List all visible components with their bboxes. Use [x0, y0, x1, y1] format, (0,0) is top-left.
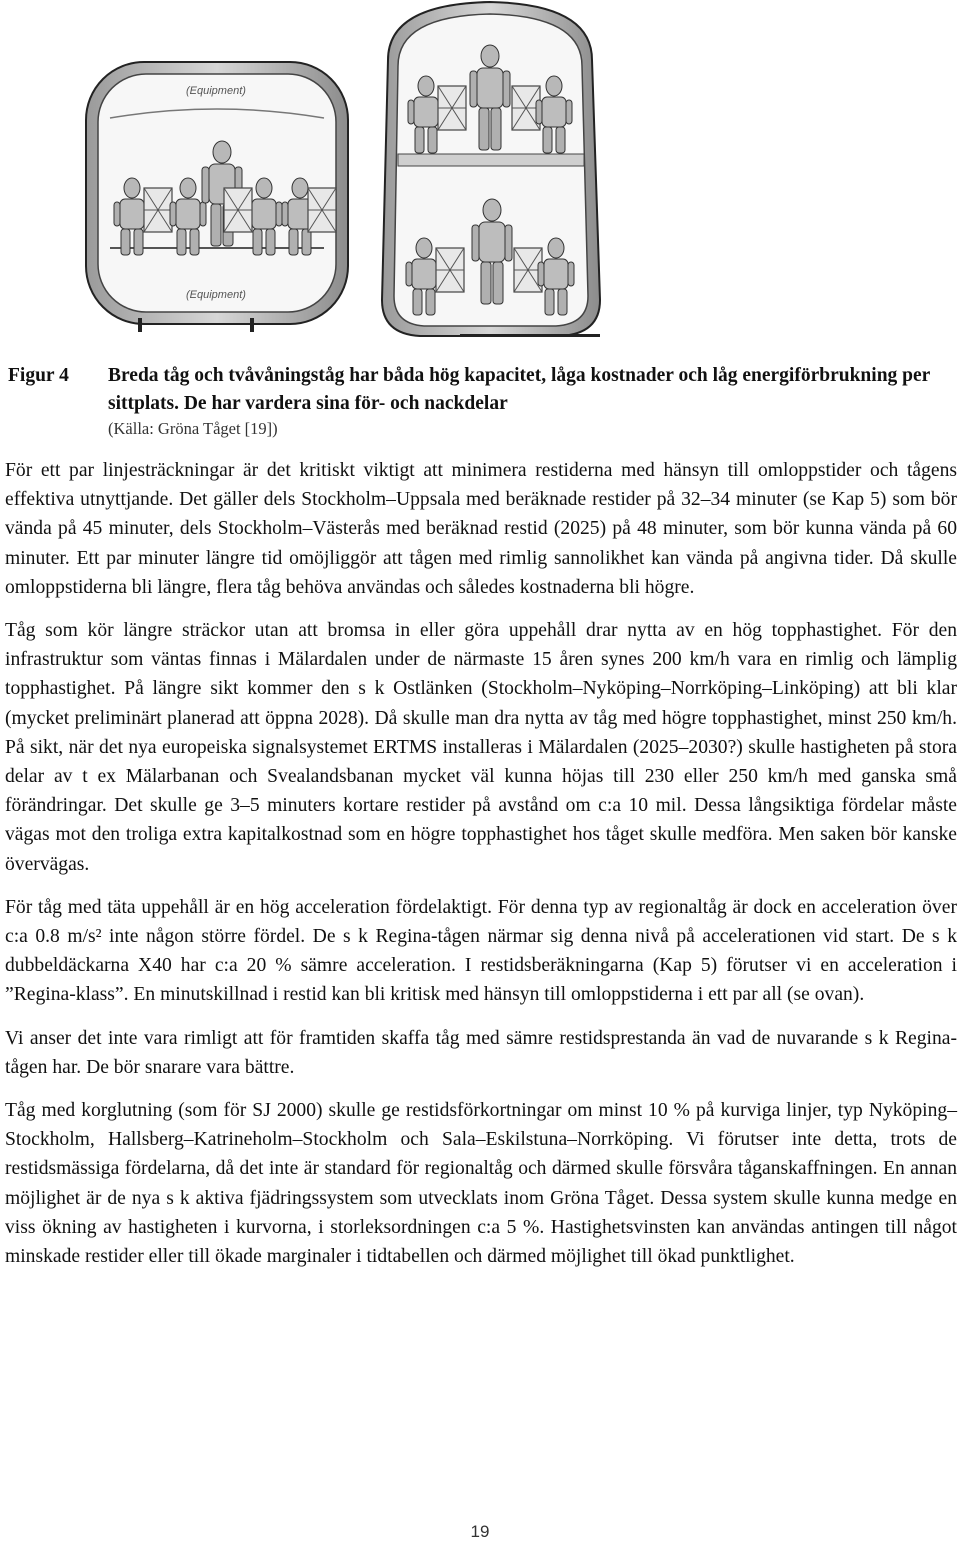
- figure-illustration: [0, 0, 960, 352]
- paragraph: Vi anser det inte vara rimligt att för framtiden skaffa tåg med sämre restidsprestanda än vad de nuvarande s k Regina-tågen har. De bör snarare vara bättre.: [5, 1027, 957, 1078]
- equipment-label-top: (Equipment): [186, 85, 246, 97]
- figure-caption: [8, 362, 956, 440]
- wide-train-section: [86, 62, 348, 332]
- paragraph: Tåg med korglutning (som för SJ 2000) skulle ge restidsförkortningar om minst 10 % på kurviga linjer, typ Nyköping–Stockholm, Hallsberg–Katrineholm–Stockholm och Sala–Eskilstuna–Norrköping. Vi förutser inte detta, trots de restidsmässiga fördelarna, då det inte är standard för regionaltåg och därmed skulle försvåra tåganskaffningen. En annan möjlighet är de nya s k aktiva fjädringssystem som utvecklats inom Gröna Tåget. Dessa system skulle kunna medge en viss ökning av hastigheten i kurvorna, i storleksordningen c:a 5 %. Hastighetsvinsten kan användas antingen till något minskade restider eller till ökade marginaler i tidtabellen och därmed möjlighet till ökad punktlighet.: [5, 1100, 957, 1268]
- body-text: [5, 456, 957, 1285]
- double-deck-train-section: [382, 2, 600, 337]
- caption-label: Figur 4: [8, 365, 69, 386]
- paragraph: Tåg som kör längre sträckor utan att bromsa in eller göra uppehåll drar nytta av en hög topphastighet. För den infrastruktur som väntas finnas i Mälardalen under de närmaste 15 åren synes 200 km/h vara en rimlig och lämplig topphastighet. På längre sikt kommer den s k Ostlänken (Stockholm–Nyköping–Norrköping–Linköping) att bli klar (mycket preliminärt planerad att öppna 2028). Då skulle man dra nytta av tåg med högre topphastighet, minst 250 km/h. På sikt, när det nya europeiska signalsystemet ERTMS installeras i Mälardalen (2025–2030?) skulle hastigheten på stora delar av t ex Mälarbanan och Svealandsbanan mycket väl kunna höjas till 230 eller 250 km/h med ganska små förändringar. Det skulle ge 3–5 minuters kortare restider på avstånd om c:a 10 mil. Dessa långsiktiga fördelar måste vägas mot den troliga extra kapitalkostnad som en högre topphastighet hos tåget skulle medföra. Men saken bör kanske övervägas.: [5, 620, 957, 875]
- caption-text: Breda tåg och tvåvåningståg har båda hög kapacitet, låga kostnader och låg energiförbrukning per sittplats. De har vardera sina för- och nackdelar: [108, 365, 930, 414]
- paragraph: För ett par linjesträckningar är det kritiskt viktigt att minimera restiderna med hänsyn till omloppstider och tågens effektiva utnyttjande. Det gäller dels Stockholm–Uppsala med beräknade restider på 32–34 minuter (se Kap 5) som bör vända på 45 minuter, dels Stockholm–Västerås med beräknad restid (2025) på 48 minuter, som bör kunna vända på 60 minuter. Ett par minuter längre tid omöjliggör att tågen med rimlig sannolikhet kan vända på angivna tider. Då skulle omloppstiderna bli längre, flera tåg behöva användas och således kostnaderna bli högre.: [5, 460, 957, 598]
- equipment-label-bottom: (Equipment): [186, 289, 246, 301]
- page-number: 19: [470, 1522, 490, 1541]
- caption-source: (Källa: Gröna Tåget [19]): [108, 419, 278, 438]
- paragraph: För tåg med täta uppehåll är en hög acceleration fördelaktigt. För denna typ av regionaltåg är dock en acceleration över c:a 0.8 m/s² inte någon större fördel. De s k Regina-tågen närmar sig denna nivå på accelerationen vid start. De s k dubbeldäckarna X40 har c:a 20 % sämre acceleration. I restidsberäkningarna (Kap 5) förutser vi en acceleration i ”Regina-klass”. En minutskillnad i restid kan bli kritisk med hänsyn till omloppstiderna i ett par all (se ovan).: [5, 896, 957, 1006]
